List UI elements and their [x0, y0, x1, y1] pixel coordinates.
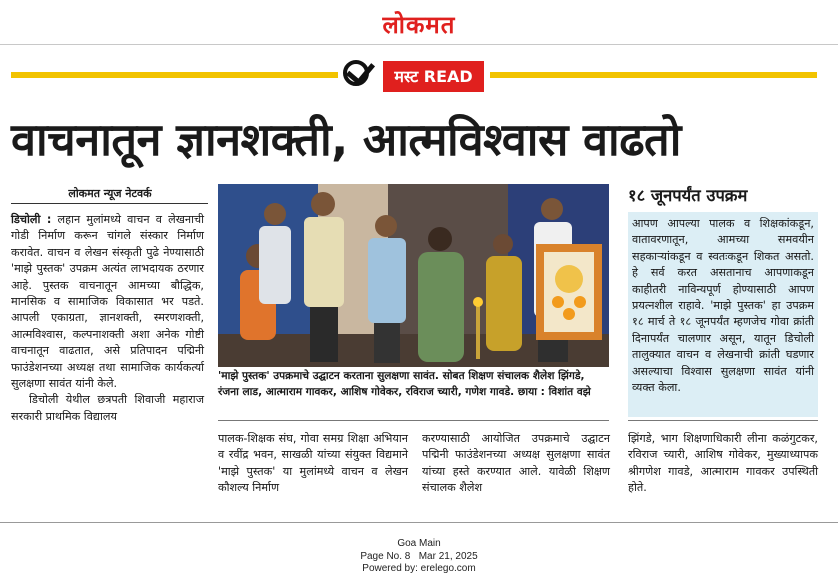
photo-caption: 'माझे पुस्तक' उपक्रमाचे उद्घाटन करताना सुलक्षणा सावंत. सोबत शिक्षण संचालक शैलेश झिंगडे, रंजना लाड, आत्माराम गावकर, आशिष गोवेकर, रविराज च्यारी, गणेश गावडे. छाया : विशांत वझे: [218, 370, 591, 399]
footer-page-date: [0, 551, 838, 562]
footer-edition: Goa Main: [397, 538, 441, 549]
event-photo-illustration: [218, 184, 609, 367]
paragraph-2: डिचोली येथील छत्रपती शिवाजी महाराज सरकारी प्राथमिक विद्यालय: [11, 393, 204, 423]
article-column-3: करण्यासाठी आयोजित उपक्रमाचे उद्घाटन पद्मिनी फाउंडेशनच्या अध्यक्ष सुलक्षणा सावंत यांच्या हस्ते करण्यात आले. यावेळी शिक्षण संचालक शैलेश: [422, 432, 610, 495]
footer-powered-by[interactable]: Powered by: erelego.com: [362, 563, 476, 574]
article-column-2: पालक-शिक्षक संघ, गोवा समग्र शिक्षा अभियान व रवींद्र भवन, साखळी यांच्या संयुक्त विद्यमाने 'माझे पुस्तक' या मुलांमध्ये वाचन व लेखन कौशल्य निर्माण: [218, 432, 408, 495]
must-read-badge: मस्ट READ: [383, 61, 484, 92]
paragraph-1-text: लहान मुलांमध्ये वाचन व लेखनाची गोडी निर्माण करून चांगले संस्कार निर्माण करावेत. वाचन व लेखन संस्कृती पुढे नेण्यासाठी 'माझे पुस्तक' उपक्रम अत्यंत लाभदायक ठरणार आहे. पुस्तक वाचनातून आमच्या बौद्धिक, मानसिक व सामाजिक विकासात भर पडते. आपली एकाग्रता, ज्ञानशक्ती, स्मरणशक्ती, आत्मविश्वास, कल्पनाशक्ती अशा अनेक गोष्टी वाचनातून वाढतात, असे प्रतिपादन पद्मिनी फाउंडेशनच्या अध्यक्ष तथा सामाजिक कार्यकर्त्या सुलक्षणा सावंत यांनी केले.: [11, 213, 204, 391]
badge-line-left: [11, 72, 338, 78]
caption-divider: [218, 420, 609, 421]
byline: लोकमत न्यूज नेटवर्क: [68, 187, 152, 200]
sidebar-divider: [628, 420, 818, 421]
header-divider: [0, 44, 838, 45]
footer-date: Mar 21, 2025: [418, 551, 478, 562]
dateline: डिचोली :: [11, 213, 52, 226]
newspaper-logo: लोकमत: [382, 11, 456, 39]
paragraph-1: [11, 212, 204, 392]
sidebar-heading: १८ जूनपर्यंत उपक्रम: [628, 186, 748, 205]
article-column-1: [11, 212, 204, 425]
badge-line-right: [490, 72, 817, 78]
article-column-4: झिंगडे, भाग शिक्षणाधिकारी लीना कळंगुटकर, रविराज च्यारी, आशिष गोवेकर, मुख्याध्यापक श्रीगणेश गावडे, आत्माराम गावकर उपस्थिती होते.: [628, 432, 818, 495]
article-photo: [218, 184, 609, 367]
footer-page: Page No. 8: [360, 551, 411, 562]
article-headline: वाचनातून ज्ञानशक्ती, आत्मविश्वास वाढतो: [11, 113, 681, 166]
masthead: [0, 0, 838, 44]
sidebar-text: आपण आपल्या पालक व शिक्षकांकडून, वातावरणातून, आमच्या समवयीन सहकाऱ्यांकडून व स्वतःकडून शिकत असतो. हे सर्व करत असतानाच आपणाकडून काहीतरी नाविन्यपूर्ण होण्यासाठी आपण प्रयत्नशील राहावे. 'माझे पुस्तक' हा उपक्रम १८ मार्च ते १८ जूनपर्यंत म्हणजेच गोवा क्रांती दिनापर्यंत चालणार असून, यातून डिचोली तालुक्यात वाचन व लेखनाची क्रांती घडणार असल्याचा विश्वास सुलक्षणा सावंत यांनी व्यक्त केला.: [632, 217, 814, 395]
footer-divider: [0, 522, 838, 523]
byline-divider: [11, 203, 208, 204]
